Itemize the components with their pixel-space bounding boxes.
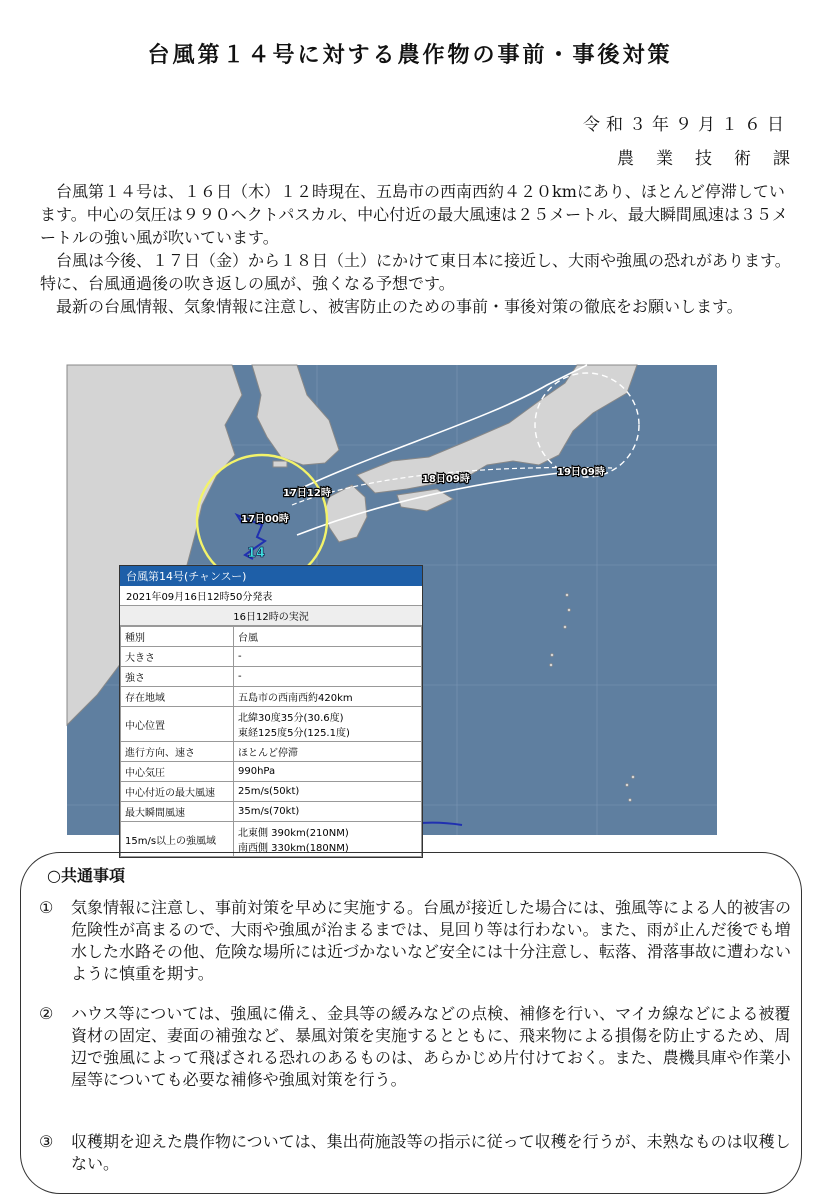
info-key: 大きさ — [121, 647, 234, 667]
map-label: 17日00時 — [241, 514, 289, 525]
map-label: 19日09時 — [557, 467, 605, 478]
info-key: 中心付近の最大風速 — [121, 782, 234, 802]
list-item — [39, 1131, 793, 1175]
intro-text — [40, 180, 800, 318]
info-key: 中心位置 — [121, 707, 234, 742]
table-row — [121, 627, 422, 647]
table-row — [121, 647, 422, 667]
intro-paragraph: 台風は今後、１７日（金）から１８日（土）にかけて東日本に接近し、大雨や強風の恐れがあります。特に、台風通過後の吹き返しの風が、強くなる予想です。 — [40, 251, 791, 293]
info-key: 種別 — [121, 627, 234, 647]
intro-paragraph: 最新の台風情報、気象情報に注意し、被害防止のための事前・事後対策の徹底をお願いします。 — [56, 297, 743, 316]
info-value — [234, 707, 422, 742]
intro-paragraph: 台風第１４号は、１６日（木）１２時現在、五島市の西南西約４２０kmにあり、ほとんど停滞しています。中心の気圧は９９０ヘクトパスカル、中心付近の最大風速は２５メートル、最大瞬間風速は３５メートルの強い風が吹いています。 — [40, 182, 788, 247]
info-value-line: 北緯30度35分(30.6度) — [238, 713, 344, 724]
table-row — [121, 687, 422, 707]
list-item — [39, 1003, 793, 1091]
item-number: ③ — [39, 1132, 54, 1151]
map-label: 18日09時 — [422, 474, 470, 485]
typhoon-number: 14 — [247, 546, 266, 561]
info-value: - — [234, 647, 422, 667]
info-key: 進行方向、速さ — [121, 742, 234, 762]
info-value: - — [234, 667, 422, 687]
info-value: ほとんど停滞 — [234, 742, 422, 762]
item-text: 気象情報に注意し、事前対策を早めに実施する。台風が接近した場合には、強風等による人的被害の危険性が高まるので、大雨や強風が治まるまでは、見回り等は行わない。また、雨が止んだ後でも増水した水路その他、危険な場所には近づかないなど安全には十分注意し、転落、滑落事故に遭わないように慎重を期す。 — [71, 898, 792, 983]
info-key: 中心気圧 — [121, 762, 234, 782]
info-key: 強さ — [121, 667, 234, 687]
info-observation: 16日12時の実況 — [120, 606, 422, 626]
item-text: 収穫期を迎えた農作物については、集出荷施設等の指示に従って収穫を行うが、未熟なものは収穫しない。 — [71, 1132, 791, 1173]
info-key: 15m/s以上の強風域 — [121, 822, 234, 857]
common-heading: ○共通事項 — [47, 866, 125, 885]
table-row — [121, 707, 422, 742]
list-item — [39, 897, 793, 985]
map-label: 17日12時 — [283, 488, 331, 499]
table-row — [121, 742, 422, 762]
info-table — [120, 626, 422, 857]
table-row — [121, 667, 422, 687]
info-value: 25m/s(50kt) — [234, 782, 422, 802]
info-value-line: 北東側 390km(210NM) — [238, 828, 349, 839]
item-number: ② — [39, 1004, 54, 1023]
table-row — [121, 762, 422, 782]
department-name: 農業技術課 — [617, 149, 812, 169]
typhoon-map — [67, 365, 717, 854]
info-key: 最大瞬間風速 — [121, 802, 234, 822]
info-value-line: 東経125度5分(125.1度) — [238, 728, 350, 739]
info-header: 台風第14号(チャンスー) — [120, 566, 422, 586]
info-value: 五島市の西南西約420km — [234, 687, 422, 707]
info-value: 990hPa — [234, 762, 422, 782]
common-measures-box — [20, 852, 802, 1194]
info-value-line: 南西側 330km(180NM) — [238, 843, 349, 854]
table-row — [121, 782, 422, 802]
info-key: 存在地域 — [121, 687, 234, 707]
jeju-island — [273, 461, 287, 467]
item-text: ハウス等については、強風に備え、金具等の緩みなどの点検、補修を行い、マイカ線などによる被覆資材の固定、妻面の補強など、暴風対策を実施するとともに、飛来物による損傷を防止するため、周辺で強風によって飛ばされる恐れのあるものは、あらかじめ片付けておく。また、農機具庫や作業小屋等についても必要な補修や強風対策を行う。 — [71, 1004, 791, 1089]
typhoon-info-panel — [119, 565, 423, 858]
info-value: 台風 — [234, 627, 422, 647]
info-issued: 2021年09月16日12時50分発表 — [120, 586, 422, 606]
table-row — [121, 802, 422, 822]
korea-peninsula — [252, 365, 339, 465]
item-number: ① — [39, 898, 54, 917]
page-title: 台風第１４号に対する農作物の事前・事後対策 — [147, 43, 673, 68]
issue-date: 令和３年９月１６日 — [583, 115, 790, 135]
info-value: 35m/s(70kt) — [234, 802, 422, 822]
